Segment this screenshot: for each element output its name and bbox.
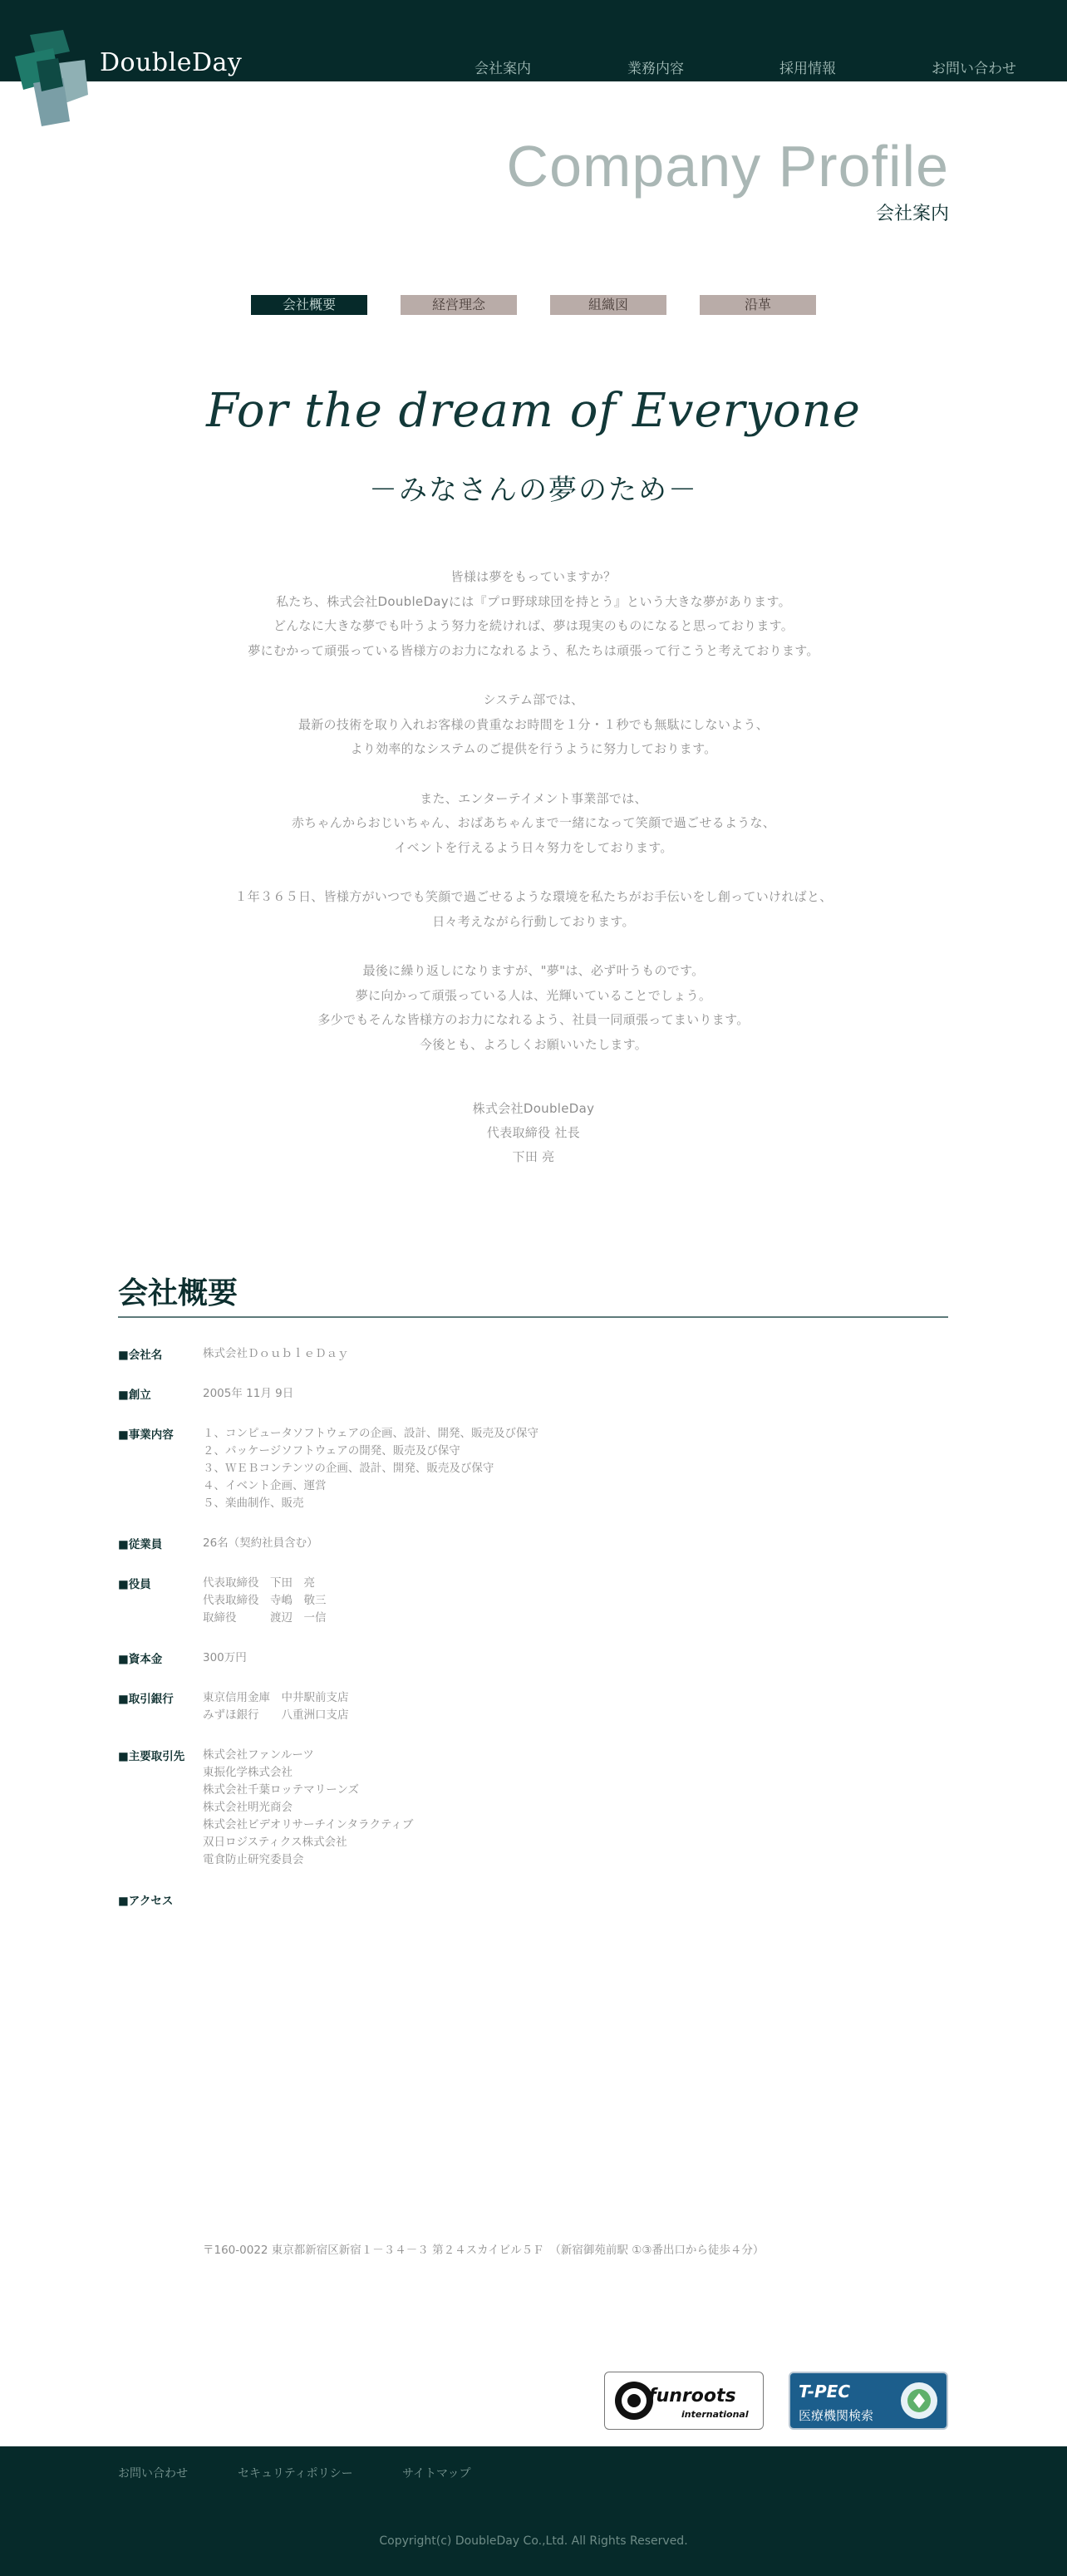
info-value [203,1649,868,1667]
message-line: 最後に繰り返しになりますが、"夢"は、必ず叶うものです。 [362,963,705,978]
message-line: システム部では、 [483,692,584,707]
info-value-line: ３、ＷＥＢコンテンツの企画、設計、開発、販売及び保守 [203,1462,494,1475]
info-value-line: 株式会社ビデオリサーチインタラクティブ [203,1818,414,1831]
signature-company: 株式会社DoubleDay [472,1101,595,1116]
info-value-line: 東京信用金庫 中井駅前支店 [203,1691,349,1704]
message-paragraph [0,787,1067,861]
company-address: 〒160-0022 東京都新宿区新宿１－３４－３ 第２４スカイビル５Ｆ （新宿御苑前駅 ①③番出口から徒歩４分） [203,2244,765,2257]
info-value-line: 2005年 11月 9日 [203,1387,294,1400]
info-value-line: 株式会社明光商会 [203,1801,293,1814]
message-paragraph [0,959,1067,1057]
info-value-line: 双日ロジスティクス株式会社 [203,1836,347,1849]
message-signature [0,1097,1067,1169]
info-value [203,1345,868,1363]
tpec-banner[interactable] [789,2372,948,2430]
message-line: 皆様は夢をもっていますか？ [450,569,617,584]
info-value-line: みずほ銀行 八重洲口支店 [203,1708,349,1722]
info-value [203,1535,868,1552]
info-label: ■取引銀行 [118,1693,174,1706]
message-line: どんなに大きな夢でも叶うよう努力を続ければ、夢は現実のものになると思っております。 [273,618,794,633]
info-label: ■創立 [118,1389,151,1402]
overview-divider [118,1316,948,1318]
message-line: 夢にむかって頑張っている皆様方のお力になれるよう、私たちは頑張って行こうと考えております。 [248,642,819,658]
message-line: イベントを行えるよう日々努力をしております。 [394,839,673,855]
message-line: 夢に向かって頑張っている人は、光輝いていることでしょう。 [355,987,712,1003]
funroots-banner[interactable] [604,2372,764,2430]
nav-item-business[interactable]: 業務内容 [627,61,684,77]
info-value-line: 株式会社ファンルーツ [203,1748,314,1762]
tpec-sub: 医療機関検索 [799,2408,874,2423]
message-line: 今後とも、よろしくお願いいたします。 [419,1036,648,1052]
footer-link-contact[interactable]: お問い合わせ [118,2467,188,2480]
overview-title: 会社概要 [118,1276,238,1310]
site-logo-icon[interactable] [12,28,91,126]
tab-organization[interactable]: 組織図 [550,295,666,315]
info-label: ■資本金 [118,1653,163,1666]
info-value [203,1575,868,1627]
tab-philosophy[interactable]: 経営理念 [401,295,517,315]
info-value-line: 代表取締役 下田 亮 [203,1576,315,1590]
info-label: ■役員 [118,1578,151,1591]
info-label: ■事業内容 [118,1428,174,1442]
site-footer [0,2446,1067,2576]
info-value-line: 300万円 [203,1651,247,1664]
info-label: ■アクセス [118,1895,174,1908]
message-paragraph [0,885,1067,934]
ceo-message [0,565,1067,1082]
message-line: 赤ちゃんからおじいちゃん、おばあちゃんまで一緒になって笑顔で過ごせるような、 [291,815,776,830]
info-label: ■主要取引先 [118,1750,185,1763]
info-value-line: 東振化学株式会社 [203,1766,293,1779]
tab-overview[interactable]: 会社概要 [251,295,367,315]
funroots-name: funroots [648,2386,736,2406]
tpec-name: T-PEC [799,2382,851,2401]
info-value [203,1425,868,1512]
nav-item-contact[interactable]: お問い合わせ [932,61,1016,77]
message-line: また、エンターテイメント事業部では、 [420,790,647,806]
info-value [203,1689,868,1724]
info-label: ■従業員 [118,1538,163,1551]
signature-position: 代表取締役 社長 [486,1125,581,1140]
message-paragraph [0,565,1067,663]
info-value-line: 取締役 渡辺 一信 [203,1611,327,1625]
info-value-line: 電食防止研究委員会 [203,1853,304,1866]
message-line: 最新の技術を取り入れお客様の貴重なお時間を１分・１秒でも無駄にしないよう、 [297,716,770,732]
nav-item-recruit[interactable]: 採用情報 [779,61,836,77]
hero-japanese-heading: －みなさんの夢のため－ [369,474,698,507]
hero-english-heading: For the dream of Everyone [206,384,861,438]
info-value-line: 代表取締役 寺嶋 敬三 [203,1594,327,1607]
footer-link-sitemap[interactable]: サイトマップ [402,2467,471,2480]
message-line: より効率的なシステムのご提供を行うように努力しております。 [350,741,717,756]
info-value-line: 株式会社千葉ロッテマリーンズ [203,1783,360,1797]
section-tabs [0,295,1067,315]
info-value-line: 株式会社ＤｏｕｂｌｅＤａｙ [203,1347,349,1360]
page-subtitle: 会社案内 [875,204,949,224]
footer-link-security-policy[interactable]: セキュリティポリシー [238,2467,353,2480]
message-line: 多少でもそんな皆様方のお力になれるよう、社員一同頑張ってまいります。 [317,1012,750,1027]
info-value-line: 26名（契約社員含む） [203,1536,318,1550]
signature-name: 下田 亮 [512,1149,555,1164]
info-value [203,1747,868,1869]
tpec-logo-icon [898,2380,940,2421]
info-value-line: ２、パッケージソフトウェアの開発、販売及び保守 [203,1444,460,1458]
message-line: 私たち、株式会社DoubleDayには『プロ野球球団を持とう』という大きな夢があります。 [276,593,791,609]
info-value-line: １、コンピュータソフトウェアの企画、設計、開発、販売及び保守 [203,1427,539,1440]
page-title: Company Profile [506,134,949,199]
funroots-sub: international [681,2409,749,2420]
site-logo-text[interactable]: DoubleDay [100,48,243,77]
info-value-line: ４、イベント企画、運営 [203,1479,327,1492]
message-line: １年３６５日、皆様方がいつでも笑顔で過ごせるような環境を私たちがお手伝いをし創っていければと、 [234,889,833,904]
message-line: 日々考えながら行動しております。 [432,913,635,929]
nav-item-company[interactable]: 会社案内 [474,61,531,77]
tab-history[interactable]: 沿革 [700,295,816,315]
info-value-line: ５、楽曲制作、販売 [203,1497,304,1510]
info-label: ■会社名 [118,1349,163,1362]
site-header [0,0,1067,81]
info-value [203,1385,868,1403]
copyright-text: Copyright(c) DoubleDay Co.,Ltd. All Rights Reserved. [379,2534,688,2548]
message-paragraph [0,688,1067,762]
